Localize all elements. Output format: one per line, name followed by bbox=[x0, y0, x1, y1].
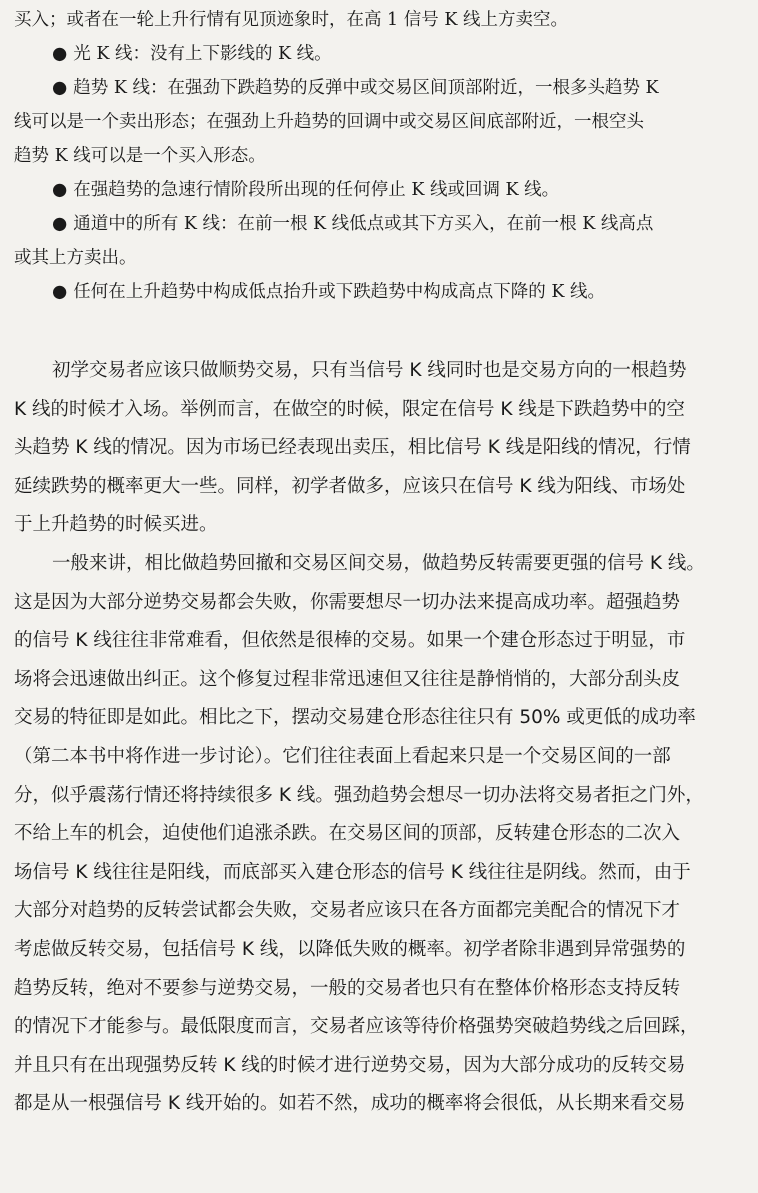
paragraph-line: 初学交易者应该只做顺势交易，只有当信号 K 线同时也是交易方向的一根趋势 bbox=[52, 360, 687, 381]
paragraph-line: 考虑做反转交易，包括信号 K 线，以降低失败的概率。初学者除非遇到异常强势的 bbox=[14, 938, 686, 960]
paragraph-line: 头趋势 K 线的情况。因为市场已经表现出卖压，相比信号 K 线是阳线的情况，行情 bbox=[14, 437, 691, 459]
bullet-dot-icon: ● bbox=[52, 180, 68, 200]
bullet-item bbox=[14, 76, 740, 101]
paragraph-line: 并且只有在出现强势反转 K 线的时候才进行逆势交易，因为大部分成功的反转交易 bbox=[14, 1054, 686, 1076]
paragraph-line: 这是因为大部分逆势交易都会失败，你需要想尽一切办法来提高成功率。超强趋势 bbox=[14, 591, 681, 613]
bullet-text: 趋势 K 线：在强劲下跌趋势的反弹中或交易区间顶部附近，一根多头趋势 K bbox=[73, 78, 659, 98]
section-gap bbox=[14, 314, 740, 358]
paragraph-line: 的信号 K 线往往非常难看，但依然是很棒的交易。如果一个建仓形态过于明显，市 bbox=[14, 630, 686, 652]
paragraph-line: 的情况下才能参与。最低限度而言，交易者应该等待价格强势突破趋势线之后回踩， bbox=[14, 1016, 699, 1038]
bullet-dot-icon: ● bbox=[52, 282, 68, 302]
bullet-text: 在强趋势的急速行情阶段所出现的任何停止 K 线或回调 K 线。 bbox=[73, 180, 560, 200]
paragraph-line: K 线的时候才入场。举例而言，在做空的时候，限定在信号 K 线是下跌趋势中的空 bbox=[14, 398, 685, 420]
paragraph-line: 延续跌势的概率更大一些。同样，初学者做多，应该只在信号 K 线为阳线、市场处 bbox=[14, 475, 686, 497]
paragraph-line: 一般来讲，相比做趋势回撤和交易区间交易，做趋势反转需要更强的信号 K 线。 bbox=[52, 552, 705, 574]
paragraph-line: 交易的特征即是如此。相比之下，摆动交易建仓形态往往只有 50% 或更低的成功率 bbox=[14, 707, 696, 729]
bullet-item bbox=[14, 280, 740, 305]
bullet-dot-icon: ● bbox=[52, 44, 68, 64]
paragraph-line: 大部分对趋势的反转尝试都会失败，交易者应该只在各方面都完美配合的情况下才 bbox=[14, 900, 681, 922]
bullet-item bbox=[14, 212, 740, 237]
bullet-item bbox=[14, 178, 740, 203]
paragraph-line: 趋势反转，绝对不要参与逆势交易，一般的交易者也只有在整体价格形态支持反转 bbox=[14, 977, 681, 999]
paragraph-line: （第二本书中将作进一步讨论）。它们往往表面上看起来只是一个交易区间的一部 bbox=[14, 745, 671, 767]
bullet-continuation: 趋势 K 线可以是一个买入形态。 bbox=[14, 146, 266, 166]
bullet-item bbox=[14, 42, 740, 67]
bullet-text: 光 K 线：没有上下影线的 K 线。 bbox=[73, 44, 332, 64]
text-line: 买入；或者在一轮上升行情有见顶迹象时，在高 1 信号 K 线上方卖空。 bbox=[14, 10, 568, 30]
bullet-text: 任何在上升趋势中构成低点抬升或下跌趋势中构成高点下降的 K 线。 bbox=[73, 282, 605, 302]
paragraph-line: 于上升趋势的时候买进。 bbox=[14, 514, 218, 536]
paragraph-line: 不给上车的机会，迫使他们追涨杀跌。在交易区间的顶部，反转建仓形态的二次入 bbox=[14, 823, 681, 845]
bullet-continuation: 或其上方卖出。 bbox=[14, 248, 137, 268]
bullet-text: 通道中的所有 K 线：在前一根 K 线低点或其下方买入，在前一根 K 线高点 bbox=[73, 214, 654, 234]
bullet-dot-icon: ● bbox=[52, 214, 68, 234]
paragraph-line: 场信号 K 线往往是阳线，而底部买入建仓形态的信号 K 线往往是阴线。然而，由于 bbox=[14, 861, 691, 883]
paragraph-line: 场将会迅速做出纠正。这个修复过程非常迅速但又往往是静悄悄的，大部分刮头皮 bbox=[14, 668, 681, 690]
bullet-dot-icon: ● bbox=[52, 78, 68, 98]
paragraph-line: 分，似乎震荡行情还将持续很多 K 线。强劲趋势会想尽一切办法将交易者拒之门外， bbox=[14, 784, 704, 806]
paragraph-line: 都是从一根强信号 K 线开始的。如若不然，成功的概率将会很低，从长期来看交易 bbox=[14, 1093, 686, 1115]
bullet-continuation: 线可以是一个卖出形态；在强劲上升趋势的回调中或交易区间底部附近，一根空头 bbox=[14, 112, 644, 132]
